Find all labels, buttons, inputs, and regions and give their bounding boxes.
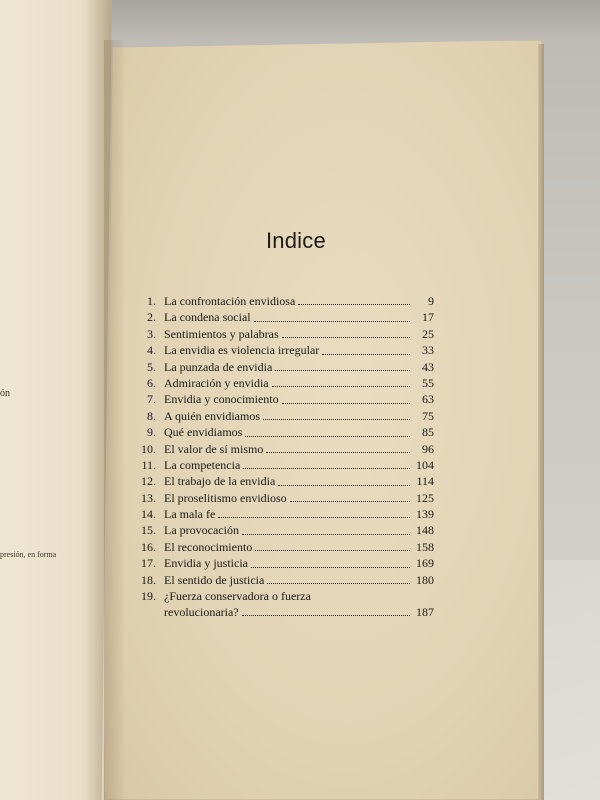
- toc-entry-page-number: 169: [416, 556, 434, 571]
- toc-entry: [138, 326, 434, 342]
- toc-entry-title: La condena social: [164, 310, 251, 325]
- toc-entry-title: A quién envidiamos: [164, 408, 260, 423]
- toc-entry-title: La confrontación envidiosa: [164, 294, 296, 308]
- toc-entry-page-number: 63: [422, 392, 434, 407]
- toc-entry-title: El sentido de justicia: [164, 572, 265, 587]
- page-title: Indice: [266, 228, 326, 253]
- toc-entry-title: Envidia y justicia: [164, 556, 248, 571]
- toc-entry-number: 17.: [141, 556, 156, 571]
- toc-entry-title: El proselitismo envidioso: [164, 490, 287, 505]
- toc-entry-number: 14.: [141, 507, 156, 522]
- toc-entry-page-number: 125: [416, 490, 434, 505]
- toc-entry-number: 7.: [147, 392, 156, 407]
- toc-leader-dots: [278, 485, 410, 486]
- toc-entry: [138, 506, 434, 522]
- toc-entry-number: 3.: [147, 326, 156, 341]
- toc-entry: [138, 490, 434, 506]
- toc-entry: [138, 457, 434, 473]
- toc-entry: [138, 408, 434, 424]
- toc-entry: [138, 424, 434, 440]
- toc-entry: [138, 555, 434, 571]
- toc-leader-dots: [322, 354, 410, 355]
- table-of-contents: [138, 293, 434, 620]
- toc-entry-number: 18.: [141, 572, 156, 587]
- toc-leader-dots: [243, 468, 410, 469]
- toc-leader-dots: [254, 321, 410, 322]
- toc-entry-title: La provocación: [164, 523, 239, 538]
- toc-entry-number: 10.: [141, 441, 156, 456]
- toc-entry-page-number: 75: [422, 408, 434, 423]
- toc-entry-title: La punzada de envidia: [164, 359, 273, 374]
- toc-entry-page-number: 114: [416, 474, 434, 489]
- toc-entry: [138, 522, 434, 538]
- toc-entry-page-number: 139: [416, 507, 434, 522]
- toc-entry-number: 16.: [141, 539, 156, 554]
- toc-entry-page-number: 9: [428, 294, 434, 308]
- toc-entry-page-number: 96: [422, 441, 434, 456]
- toc-leader-dots: [242, 615, 410, 616]
- toc-entry-number: 6.: [147, 375, 156, 390]
- toc-entry-number: 5.: [147, 359, 156, 374]
- toc-entry: [138, 375, 434, 391]
- toc-entry-page-number: 43: [422, 359, 434, 374]
- toc-leader-dots: [251, 567, 410, 568]
- toc-leader-dots: [242, 534, 410, 535]
- toc-entry-number: 11.: [141, 457, 156, 472]
- toc-entry-number: 4.: [147, 343, 156, 358]
- toc-leader-dots: [218, 517, 410, 518]
- toc-leader-dots: [263, 419, 410, 420]
- toc-entry-title: La competencia: [164, 457, 241, 472]
- toc-entry-title: ¿Fuerza conservadora o fuerza: [164, 589, 311, 604]
- toc-entry-number: 9.: [147, 425, 156, 440]
- toc-entry-number: 15.: [141, 523, 156, 538]
- toc-entry: [138, 539, 434, 555]
- toc-entry-title: Qué envidiamos: [164, 425, 243, 440]
- toc-entry: [138, 572, 434, 588]
- toc-leader-dots: [245, 436, 410, 437]
- toc-leader-dots: [282, 337, 410, 338]
- toc-entry-page-number: 148: [416, 523, 434, 538]
- toc-entry-number: 2.: [147, 310, 156, 325]
- toc-leader-dots: [275, 370, 410, 371]
- toc-entry-title: Envidia y conocimiento: [164, 392, 279, 407]
- toc-entry-page-number: 187: [416, 605, 434, 620]
- toc-entry-page-number: 25: [422, 326, 434, 341]
- left-page-snippet-1: ón: [0, 388, 10, 399]
- toc-leader-dots: [298, 304, 410, 305]
- page-edge: [538, 44, 544, 800]
- toc-leader-dots: [255, 550, 410, 551]
- toc-entry-title: El trabajo de la envidia: [164, 474, 276, 489]
- toc-entry: [138, 473, 434, 489]
- toc-entry: [138, 359, 434, 375]
- toc-entry: [138, 293, 434, 309]
- toc-leader-dots: [266, 452, 410, 453]
- left-page-snippet-2: presión, en forma: [0, 550, 57, 559]
- toc-entry-page-number: 17: [422, 310, 434, 325]
- toc-entry-number: 8.: [147, 408, 156, 423]
- toc-entry-title: Admiración y envidia: [164, 375, 269, 390]
- toc-entry-title-line2: revolucionaria?: [164, 605, 239, 620]
- toc-entry-title: Sentimientos y palabras: [164, 326, 279, 341]
- toc-leader-dots: [272, 386, 410, 387]
- toc-entry: [138, 342, 434, 358]
- toc-entry-page-number: 33: [422, 343, 434, 358]
- toc-entry: [138, 309, 434, 325]
- toc-entry-number: 12.: [141, 474, 156, 489]
- page-gutter: [104, 40, 126, 800]
- toc-leader-dots: [290, 501, 410, 502]
- toc-entry-number: 1.: [147, 294, 156, 308]
- toc-entry-page-number: 104: [416, 457, 434, 472]
- toc-entry: [138, 588, 434, 620]
- toc-entry-page-number: 85: [422, 425, 434, 440]
- toc-entry-title: El reconocimiento: [164, 539, 253, 554]
- toc-entry: [138, 391, 434, 407]
- toc-entry-title: La envidia es violencia irregular: [164, 343, 320, 358]
- toc-leader-dots: [282, 403, 410, 404]
- toc-entry-title: El valor de sí mismo: [164, 441, 264, 456]
- toc-entry-number: 19.: [141, 589, 156, 604]
- toc-entry-page-number: 158: [416, 539, 434, 554]
- toc-entry: [138, 441, 434, 457]
- toc-leader-dots: [267, 583, 410, 584]
- toc-entry-title: La mala fe: [164, 507, 216, 522]
- toc-entry-page-number: 55: [422, 375, 434, 390]
- toc-entry-page-number: 180: [416, 572, 434, 587]
- toc-entry-number: 13.: [141, 490, 156, 505]
